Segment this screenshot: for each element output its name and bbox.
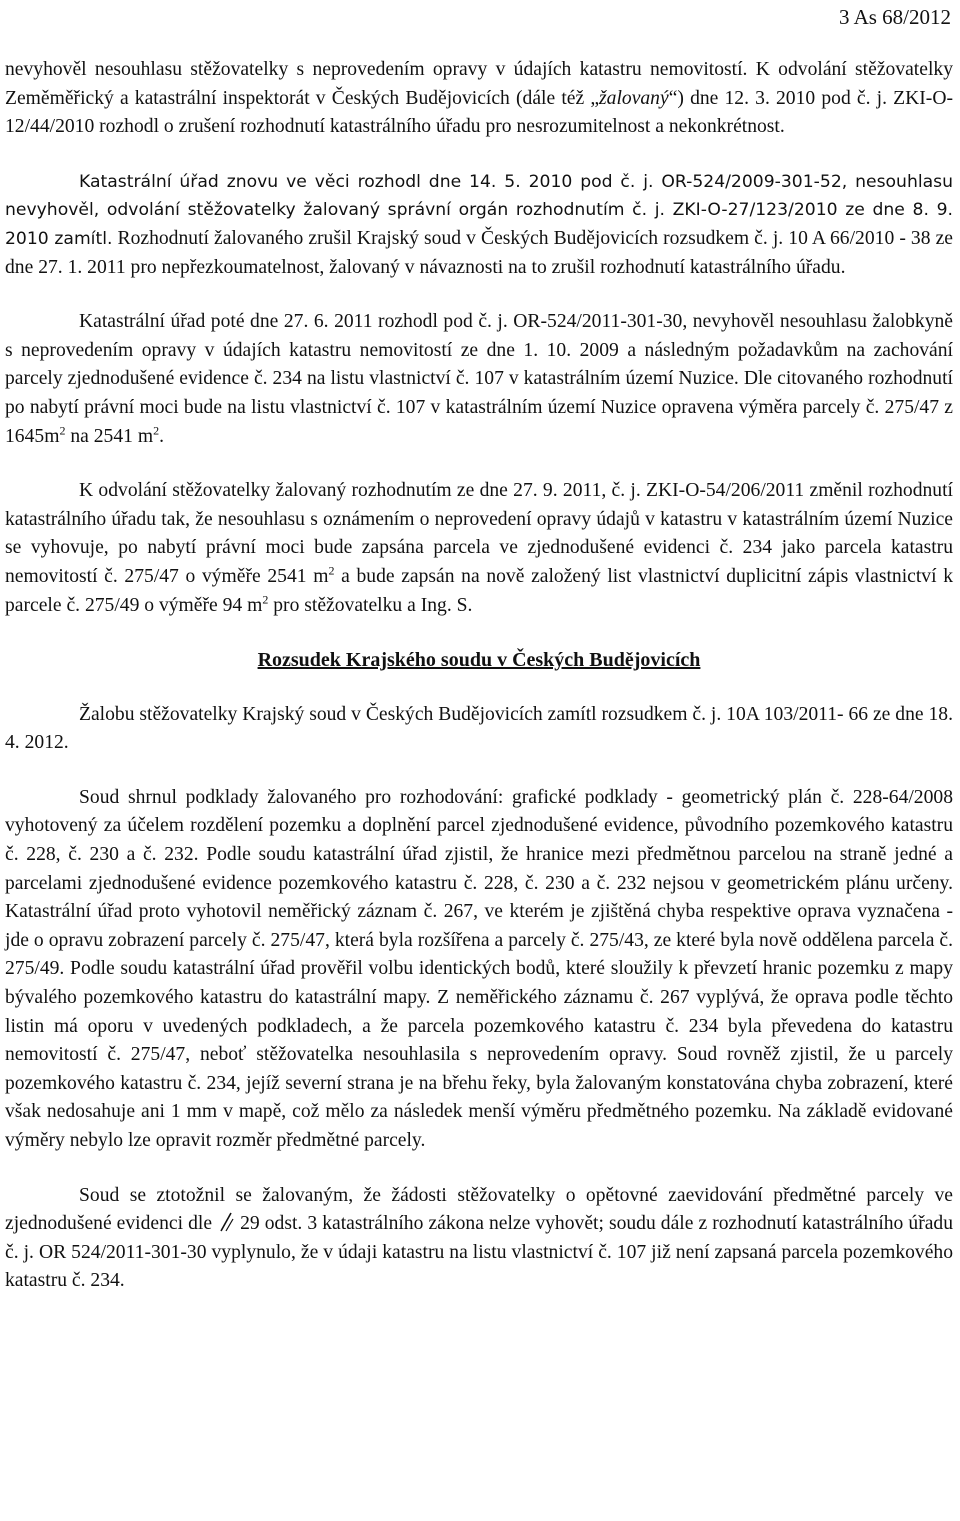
paragraph-7-text-b: 29 odst. 3 katastrálního zákona nelze vyhovět; soudu dále z rozhodnutí katastrálního úřadu č. j. OR 524/2011-301-30 vyplynulo, že v údaji katastru na listu vlastnictví č. 107 již není zapsaná parcela pozemkového katastru č. 234.	[5, 1213, 954, 1292]
paragraph-2-sans-text: Katastrální úřad znovu ve věci rozhodl dne 14. 5. 2010 pod č. j. OR-524/2009-301-52, nesouhlasu nevyhověl, odvolání stěžovatelky žalovaný správní orgán rozhodnutím č. j. ZKI-O-27/123/2010 ze dne 8. 9. 2010 zamítl.	[5, 171, 953, 249]
superscript: 2	[328, 563, 335, 578]
paragraph-3	[5, 308, 953, 451]
paragraph-1	[5, 56, 953, 142]
paragraph-5: Žalobu stěžovatelky Krajský soud v Českých Budějovicích zamítl rozsudkem č. j. 10A 103/2011- 66 ze dne 18. 4. 2012.	[5, 703, 953, 754]
defined-term-zalovany: žalovaný	[599, 87, 669, 109]
page-header-reference: 3 As 68/2012	[838, 5, 951, 29]
section-title	[5, 646, 953, 675]
paragraph-1-text: nevyhověl nesouhlasu stěžovatelky s neprovedením opravy v údajích katastru nemovitostí. K odvolání stěžovatelky Zeměměřický a katastrální inspektorát v Českých Budějovicích (dále též „	[5, 59, 953, 109]
paragraph-3-text: Katastrální úřad poté dne 27. 6. 2011 rozhodl pod č. j. OR-524/2011-301-30, nevyhověl nesouhlasu žalobkyně s neprovedením opravy v údajích katastru nemovitostí ze dne 1. 10. 2009 a následným požadavkům na zachování parcely zjednodušené evidence č. 234 na listu vlastnictví č. 107 v katastrálním území Nuzice. Dle citovaného rozhodnutí po nabytí právní moci bude na listu vlastnictví č. 107 v katastrálním území Nuzice opravena výměra parcely č. 275/47 z 1645m	[5, 311, 953, 447]
document-body	[5, 56, 953, 1322]
paragraph-3-mid: na 2541 m	[65, 425, 154, 447]
section-title-text: Rozsudek Krajského soudu v Českých Budějovicích	[257, 649, 701, 672]
section-sign-icon	[217, 1211, 235, 1233]
paragraph-7	[5, 1182, 953, 1296]
paragraph-6: Soud shrnul podklady žalovaného pro rozhodování: grafické podklady - geometrický plán č. 228-64/2008 vyhotovený za účelem rozdělení pozemku a doplnění parcel zjednodušené evidence, původního pozemkového katastru č. 228, č. 230 a č. 232. Podle soudu katastrální úřad zjistil, že hranice mezi předmětnou parcelou na straně jedné a parcelami zjednodušené evidence pozemkového katastru č. 228, č. 230 a č. 232 nejsou v geometrickém plánu určeny. Katastrální úřad proto vyhotovil neměřický záznam č. 267, ve kterém je zjištěná chyba respektive oprava vyznačena - jde o opravu zobrazení parcely č. 275/47, která byla rozšířena a parcely č. 275/43, ze které byla nově oddělena parcela č. 275/49. Podle soudu katastrální úřad prověřil volbu identických bodů, které sloužily k převzetí hranic pozemku z mapy bývalého pozemkového katastru do katastrální mapy. Z neměřického záznamu č. 267 vyplývá, že oprava podle těchto listin má oporu v uvedených podkladech, a že parcela pozemkového katastru č. 234 byla převedena do katastru nemovitostí č. 275/47, neboť stěžovatelka nesouhlasila s neprovedením opravy. Soud rovněž zjistil, že u parcely pozemkového katastru č. 234, jejíž severní strana je na břehu řeky, byla žalovaným konstatována chyba zobrazení, které však nedosahuje ani 1 mm v mapě, což mělo za následek menší výměru předmětného pozemku. Na základě evidované výměry nebylo lze opravit rozměr předmětné parcely.	[5, 786, 953, 1151]
paragraph-3-end: .	[159, 425, 164, 447]
paragraph-1-end: “) dne 12. 3. 2010 pod č. j. ZKI-O-12/44/2010 rozhodl o zrušení rozhodnutí katastrálního úřadu pro nesrozumitelnost a nekonkrétnost.	[5, 87, 953, 138]
paragraph-7-text-a: Soud se ztotožnil se žalovaným, že žádosti stěžovatelky o opětovné zaevidování předmětné parcely ve zjednodušené evidenci dle	[5, 1184, 953, 1235]
superscript: 2	[153, 423, 160, 437]
paragraph-4-mid: a bude zapsán na nově založený list vlastnictví duplicitní zápis vlastnictví k parcele č. 275/49 o výměře 94 m	[5, 565, 953, 616]
paragraph-2-serif-text: Rozhodnutí žalovaného zrušil Krajský soud v Českých Budějovicích rozsudkem č. j. 10 A 66/2010 - 38 ze dne 27. 1. 2011 pro nepřezkoumatelnost, žalovaný v návaznosti na to zrušil rozhodnutí katastrálního úřadu.	[5, 227, 953, 278]
paragraph-2	[5, 168, 953, 282]
paragraph-4-text: K odvolání stěžovatelky žalovaný rozhodnutím ze dne 27. 9. 2011, č. j. ZKI-O-54/206/2011 změnil rozhodnutí katastrálního úřadu tak, že nesouhlasu s oznámením o neprovedení opravy údajů v katastru v katastrálním území Nuzice se vyhovuje, po nabytí právní moci bude zapsána parcela ve zjednodušené evidenci č. 234 jako parcela katastru nemovitostí č. 275/47 o výměře 2541 m	[5, 480, 953, 587]
superscript: 2	[59, 423, 66, 437]
paragraph-4	[5, 477, 953, 620]
paragraph-4-end: pro stěžovatelku a Ing. S.	[268, 594, 473, 616]
superscript: 2	[262, 591, 269, 606]
